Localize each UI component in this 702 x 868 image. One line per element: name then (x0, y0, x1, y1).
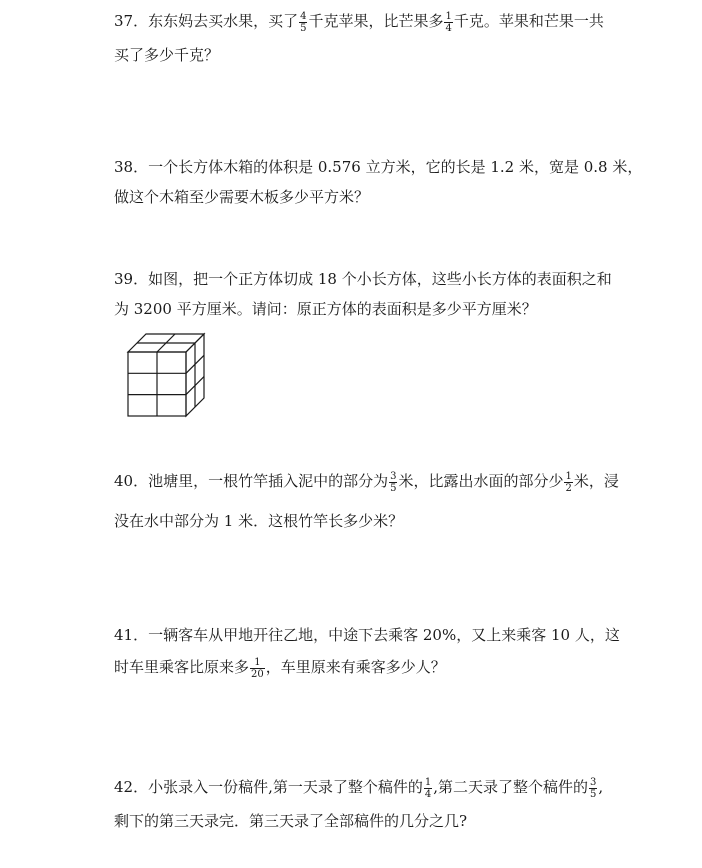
fraction-numerator: 3 (390, 470, 397, 482)
fraction-numerator: 1 (424, 776, 432, 788)
fraction-numerator: 1 (445, 10, 452, 22)
fraction-1-4 (424, 777, 432, 800)
fraction-3-5 (589, 777, 597, 800)
fraction-numerator: 1 (565, 470, 572, 482)
question-42-line-1 (114, 772, 603, 802)
question-42-text-c: , (598, 778, 604, 796)
question-37-text-c: 千克。苹果和芒果一共 (453, 12, 604, 30)
question-37-text-b: 千克苹果，比芒果多 (308, 12, 444, 30)
question-37-line-1 (114, 6, 604, 36)
fraction-denominator: 5 (300, 22, 307, 34)
fraction-denominator: 5 (590, 788, 597, 800)
fraction-numerator: 3 (590, 776, 597, 788)
question-42-line-2 (114, 806, 467, 836)
fraction-1-4 (444, 11, 452, 34)
question-40-text-a: 40．池塘里，一根竹竿插入泥中的部分为 (114, 472, 389, 490)
fraction-numerator: 4 (300, 10, 307, 22)
question-41-text-b: 时车里乘客比原来多 (114, 658, 250, 676)
question-38-line-1: 38．一个长方体木箱的体积是 0.576 立方米，它的长是 1.2 米，宽是 0.8 米， (114, 158, 643, 176)
question-39-line-1: 39．如图，把一个正方体切成 18 个小长方体，这些小长方体的表面积之和 (114, 270, 612, 288)
question-38-line-2: 做这个木箱至少需要木板多少平方米？ (114, 188, 370, 206)
cube-figure (126, 330, 208, 420)
question-41-line-1: 41．一辆客车从甲地开往乙地，中途下去乘客 20%，又上来乘客 10 人，这 (114, 626, 620, 644)
question-37-text-d: 买了多少千克？ (114, 46, 220, 64)
question-42-text-b: ,第二天录了整个稿件的 (433, 778, 589, 796)
question-40-text-d: 没在水中部分为 1 米．这根竹竿长多少米？ (114, 512, 404, 530)
fraction-numerator: 1 (254, 656, 261, 668)
fraction-denominator: 4 (424, 788, 432, 800)
fraction-denominator: 5 (390, 482, 397, 494)
fraction-1-2 (564, 471, 572, 494)
question-41-text-c: ，车里原来有乘客多少人？ (265, 658, 446, 676)
fraction-denominator: 20 (251, 668, 264, 680)
question-39-line-2: 为 3200 平方厘米。请问：原正方体的表面积是多少平方厘米？ (114, 300, 537, 318)
fraction-denominator: 2 (565, 482, 572, 494)
fraction-4-5 (299, 11, 307, 34)
question-40-line-2 (114, 506, 403, 536)
question-37-text-a: 37．东东妈去买水果，买了 (114, 12, 299, 30)
question-37-line-2 (114, 40, 219, 70)
fraction-denominator: 4 (445, 22, 452, 34)
fraction-3-5 (389, 471, 397, 494)
question-42-text-a: 42．小张录入一份稿件,第一天录了整个稿件的 (114, 778, 423, 796)
question-40-text-c: 米，浸 (573, 472, 619, 490)
question-41-line-2 (114, 652, 446, 682)
fraction-1-20 (250, 657, 265, 680)
question-40-text-b: 米，比露出水面的部分少 (398, 472, 564, 490)
question-40-line-1 (114, 466, 619, 496)
question-42-text-d: 剩下的第三天录完．第三天录了全部稿件的几分之几? (114, 812, 468, 830)
